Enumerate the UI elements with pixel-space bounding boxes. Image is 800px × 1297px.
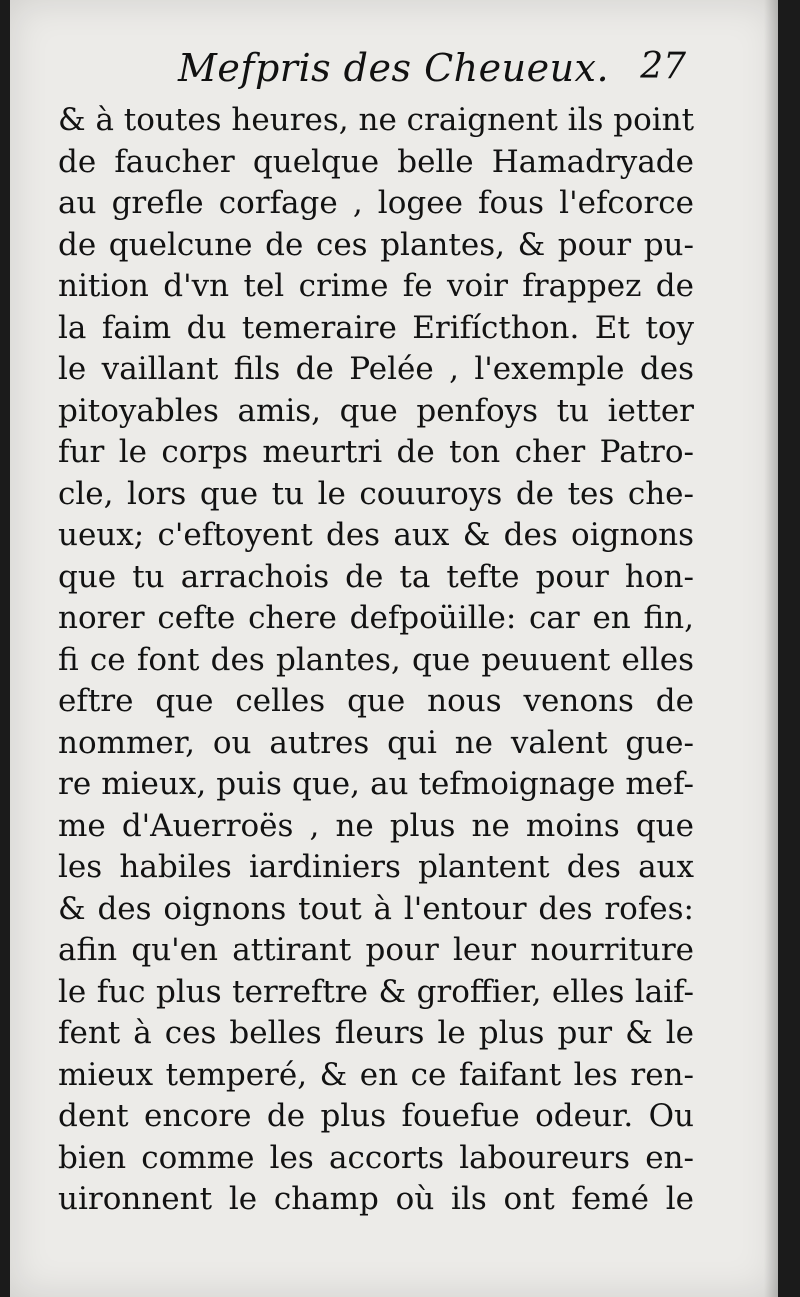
text-line: afin qu'en attirant pour leur nourriture (58, 932, 694, 968)
text-line: pitoyables amis, que penfoys tu ietter (58, 392, 694, 429)
text-line: cle, lors que tu le couuroys de tes che- (58, 475, 694, 512)
text-line: uironnent le champ où ils ont femé le (58, 1181, 694, 1217)
text-line: & à toutes heures, ne craignent ils point (58, 102, 694, 138)
text-line: norer cefte chere defpoüille: car en fin, (58, 600, 694, 636)
text-line: eftre que celles que nous venons de (58, 683, 694, 719)
text-line: que tu arrachois de ta tefte pour hon- (58, 558, 694, 595)
body-text (58, 100, 694, 1221)
text-line: les habiles iardiniers plantent des aux (58, 849, 694, 885)
text-line: la faim du temeraire Erifícthon. Et toy (58, 309, 694, 346)
text-line: mieux temperé, & en ce faifant les ren- (58, 1056, 694, 1093)
text-line: nommer, ou autres qui ne valent gue- (58, 724, 694, 761)
text-line: fur le corps meurtri de ton cher Patro- (58, 434, 694, 470)
text-line: nition d'vn tel crime fe voir frappez de (58, 268, 694, 304)
text-line: dent encore de plus fouefue odeur. Ou (58, 1098, 694, 1134)
text-line: fent à ces belles fleurs le plus pur & le (58, 1015, 694, 1051)
text-line: de quelcune de ces plantes, & pour pu- (58, 226, 694, 263)
text-line: fi ce font des plantes, que peuuent elles (58, 641, 694, 678)
text-line: le vaillant fils de Pelée , l'exemple des (58, 351, 694, 387)
page-number: 27 (640, 46, 686, 87)
text-line: bien comme les accorts laboureurs en- (58, 1139, 694, 1176)
text-line: le fuc plus terreftre & groffier, elles laif- (58, 973, 694, 1010)
text-line: re mieux, puis que, au tefmoignage mef- (58, 766, 694, 802)
page-header (50, 46, 686, 106)
text-line: me d'Auerroës , ne plus ne moins que (58, 807, 694, 844)
text-line: au grefle corfage , logee fous l'efcorce (58, 185, 694, 221)
text-line: de faucher quelque belle Hamadryade (58, 143, 694, 180)
text-line: ueux; c'eftoyent des aux & des oignons (58, 517, 694, 553)
book-page (10, 0, 778, 1297)
running-title: Mefpris des Cheueux. (178, 46, 610, 90)
text-line: & des oignons tout à l'entour des rofes: (58, 890, 694, 927)
